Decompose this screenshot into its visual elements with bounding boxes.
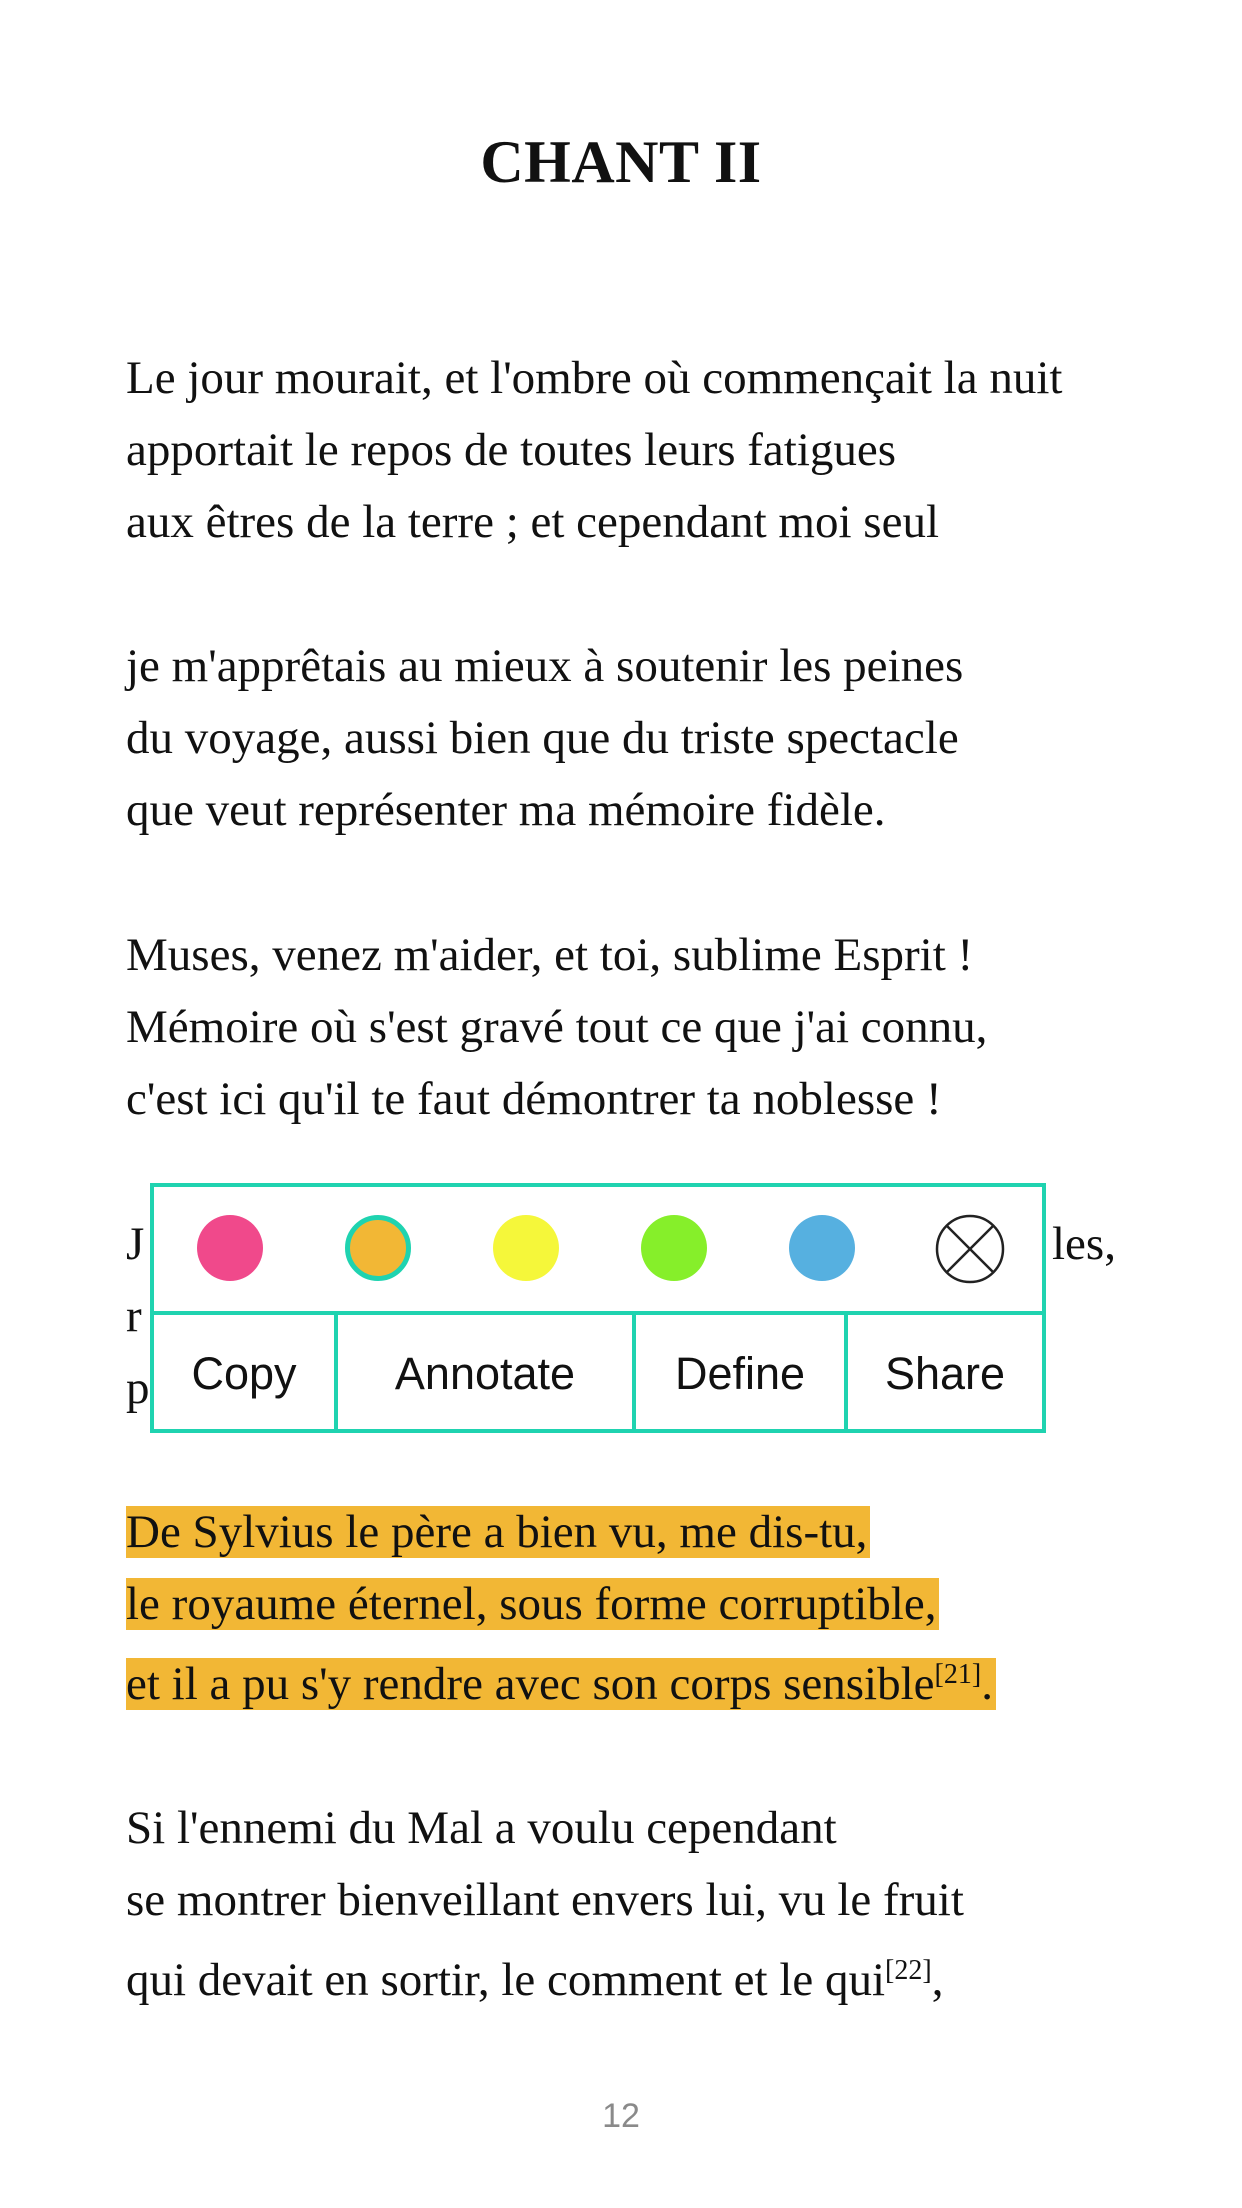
highlight-text: et il a pu s'y rendre avec son corps sensible [126,1658,935,1710]
page-number: 12 [602,2097,640,2135]
highlight[interactable]: le royaume éternel, sous forme corruptible, [126,1578,939,1630]
color-swatch-orange-selected[interactable] [345,1215,411,1281]
verse-line: aux êtres de la terre ; et cependant moi seul [126,496,939,548]
verse-line-partial: r [126,1290,142,1342]
highlight[interactable] [126,1658,996,1710]
highlighted-verse-line[interactable] [126,1502,870,1562]
verse-text: qui devait en sortir, le comment et le qui [126,1954,886,2006]
verse-line: c'est ici qu'il te faut démontrer ta noblesse ! [126,1073,942,1125]
verse-line: apportait le repos de toutes leurs fatigues [126,424,897,476]
verse-line [126,1950,943,2017]
punctuation: . [981,1658,993,1710]
verse-line-partial: J [126,1218,145,1270]
footnote-link[interactable]: [22] [885,1955,932,1986]
color-swatch-green[interactable] [641,1215,707,1281]
selection-actions [154,1311,1042,1433]
share-button[interactable]: Share [844,1315,1042,1433]
annotate-button[interactable]: Annotate [334,1315,632,1433]
color-swatch-blue[interactable] [789,1215,855,1281]
highlight-color-picker [154,1187,1042,1311]
color-swatch-pink[interactable] [197,1215,263,1281]
color-swatch-yellow[interactable] [493,1215,559,1281]
verse-line: Mémoire où s'est gravé tout ce que j'ai connu, [126,1001,988,1053]
verse-line: je m'apprêtais au mieux à soutenir les peines [126,640,964,692]
footnote-link[interactable]: [21] [934,1659,982,1690]
define-button[interactable]: Define [632,1315,844,1433]
verse-line: Si l'ennemi du Mal a voulu cependant [126,1802,837,1854]
highlight[interactable]: De Sylvius le père a bien vu, me dis-tu, [126,1506,870,1558]
punctuation: , [931,1954,944,2006]
highlighted-verse-line[interactable] [126,1654,996,1721]
verse-line: se montrer bienveillant envers lui, vu le fruit [126,1874,964,1926]
chapter-title: CHANT II [480,129,762,195]
verse-line: que veut représenter ma mémoire fidèle. [126,784,886,836]
verse-line: Le jour mourait, et l'ombre où commençait la nuit [126,352,1063,404]
selection-popup [150,1183,1046,1433]
copy-button[interactable]: Copy [191,1348,297,1399]
highlighted-verse-line[interactable] [126,1574,939,1634]
verse-line: Muses, venez m'aider, et toi, sublime Esprit ! [126,929,974,981]
circle-x-icon[interactable] [934,1213,1006,1285]
verse-line: du voyage, aussi bien que du triste spectacle [126,712,959,764]
verse-line-partial-end: les, [1052,1218,1116,1270]
verse-line-partial: p [126,1362,150,1414]
